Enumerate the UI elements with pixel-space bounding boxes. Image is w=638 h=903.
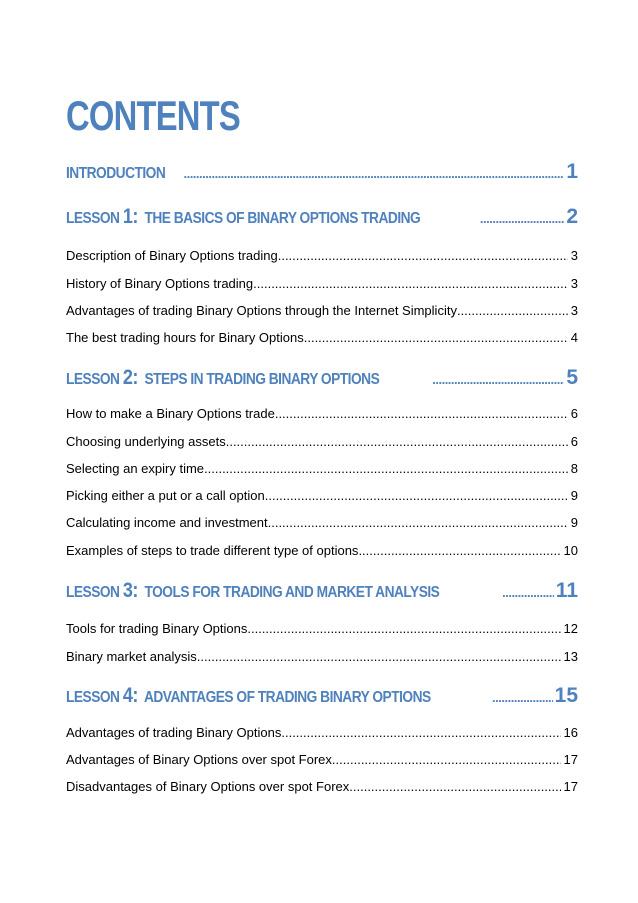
toc-entry[interactable]: Selecting an expiry time ..... 8 xyxy=(66,461,578,476)
introduction-page: 1 xyxy=(566,160,578,183)
dot-leader xyxy=(304,330,568,345)
dot-leader xyxy=(253,276,568,291)
lesson-4-title: LESSON 4: ADVANTAGES OF TRADING BINARY OPTIONS xyxy=(66,684,431,707)
toc-entry[interactable]: Choosing underlying assets ..... 6 xyxy=(66,434,578,449)
toc-entry[interactable]: How to make a Binary Options trade ..... 6 xyxy=(66,406,578,421)
dot-leader xyxy=(457,303,568,318)
dot-leader xyxy=(268,515,568,530)
dot-leader xyxy=(462,690,553,705)
toc-lesson-4[interactable] xyxy=(66,684,578,708)
lesson-2-page: 5 xyxy=(566,366,578,389)
dot-leader xyxy=(358,543,560,558)
toc-entry[interactable]: The best trading hours for Binary Options ..... 4 xyxy=(66,330,578,345)
dot-leader xyxy=(153,166,564,181)
toc-entry[interactable]: Advantages of trading Binary Options ..... 16 xyxy=(66,725,578,740)
dot-leader xyxy=(226,434,568,449)
toc-entry[interactable]: Tools for trading Binary Options ..... 12 xyxy=(66,621,578,636)
lesson-1-page: 2 xyxy=(566,205,578,228)
dot-leader xyxy=(472,585,554,600)
toc-lesson-1[interactable] xyxy=(66,205,578,229)
toc-entry[interactable]: Description of Binary Options trading ..... 3 xyxy=(66,248,578,263)
toc-entry[interactable]: Disadvantages of Binary Options over spot Forex ..... 17 xyxy=(66,779,578,794)
toc-entry[interactable]: Binary market analysis ..... 13 xyxy=(66,649,578,664)
dot-leader xyxy=(281,725,560,740)
lesson-3-page: 11 xyxy=(555,579,578,602)
dot-leader xyxy=(204,461,568,476)
lesson-1-title: LESSON 1: THE BASICS OF BINARY OPTIONS TRADING xyxy=(66,205,421,228)
toc-lesson-2[interactable] xyxy=(66,366,578,390)
toc-entry[interactable]: Picking either a put or a call option ..... 9 xyxy=(66,488,578,503)
dot-leader xyxy=(275,406,568,421)
dot-leader xyxy=(450,211,564,226)
toc-entry[interactable]: Advantages of trading Binary Options through the Internet Simplicity ..... 3 xyxy=(66,303,578,318)
lesson-3-title: LESSON 3: TOOLS FOR TRADING AND MARKET ANALYSIS xyxy=(66,579,440,602)
introduction-title: INTRODUCTION xyxy=(66,165,166,182)
toc-entry[interactable]: Advantages of Binary Options over spot Forex ..... 17 xyxy=(66,752,578,767)
lesson-4-page: 15 xyxy=(554,684,578,707)
dot-leader xyxy=(247,621,560,636)
dot-leader xyxy=(349,779,560,794)
toc-entry[interactable]: Calculating income and investment ..... 9 xyxy=(66,515,578,530)
dot-leader xyxy=(278,248,568,263)
toc-lesson-3[interactable] xyxy=(66,579,578,603)
page-title: CONTENTS xyxy=(66,92,240,139)
dot-leader xyxy=(265,488,568,503)
dot-leader xyxy=(197,649,561,664)
dot-leader xyxy=(332,752,561,767)
toc-introduction[interactable] xyxy=(66,160,578,184)
toc-entry[interactable]: Examples of steps to trade different type of options ..... 10 xyxy=(66,543,578,558)
lesson-2-title: LESSON 2: STEPS IN TRADING BINARY OPTIONS xyxy=(66,366,380,389)
toc-entry[interactable]: History of Binary Options trading ..... 3 xyxy=(66,276,578,291)
dot-leader xyxy=(402,372,564,387)
